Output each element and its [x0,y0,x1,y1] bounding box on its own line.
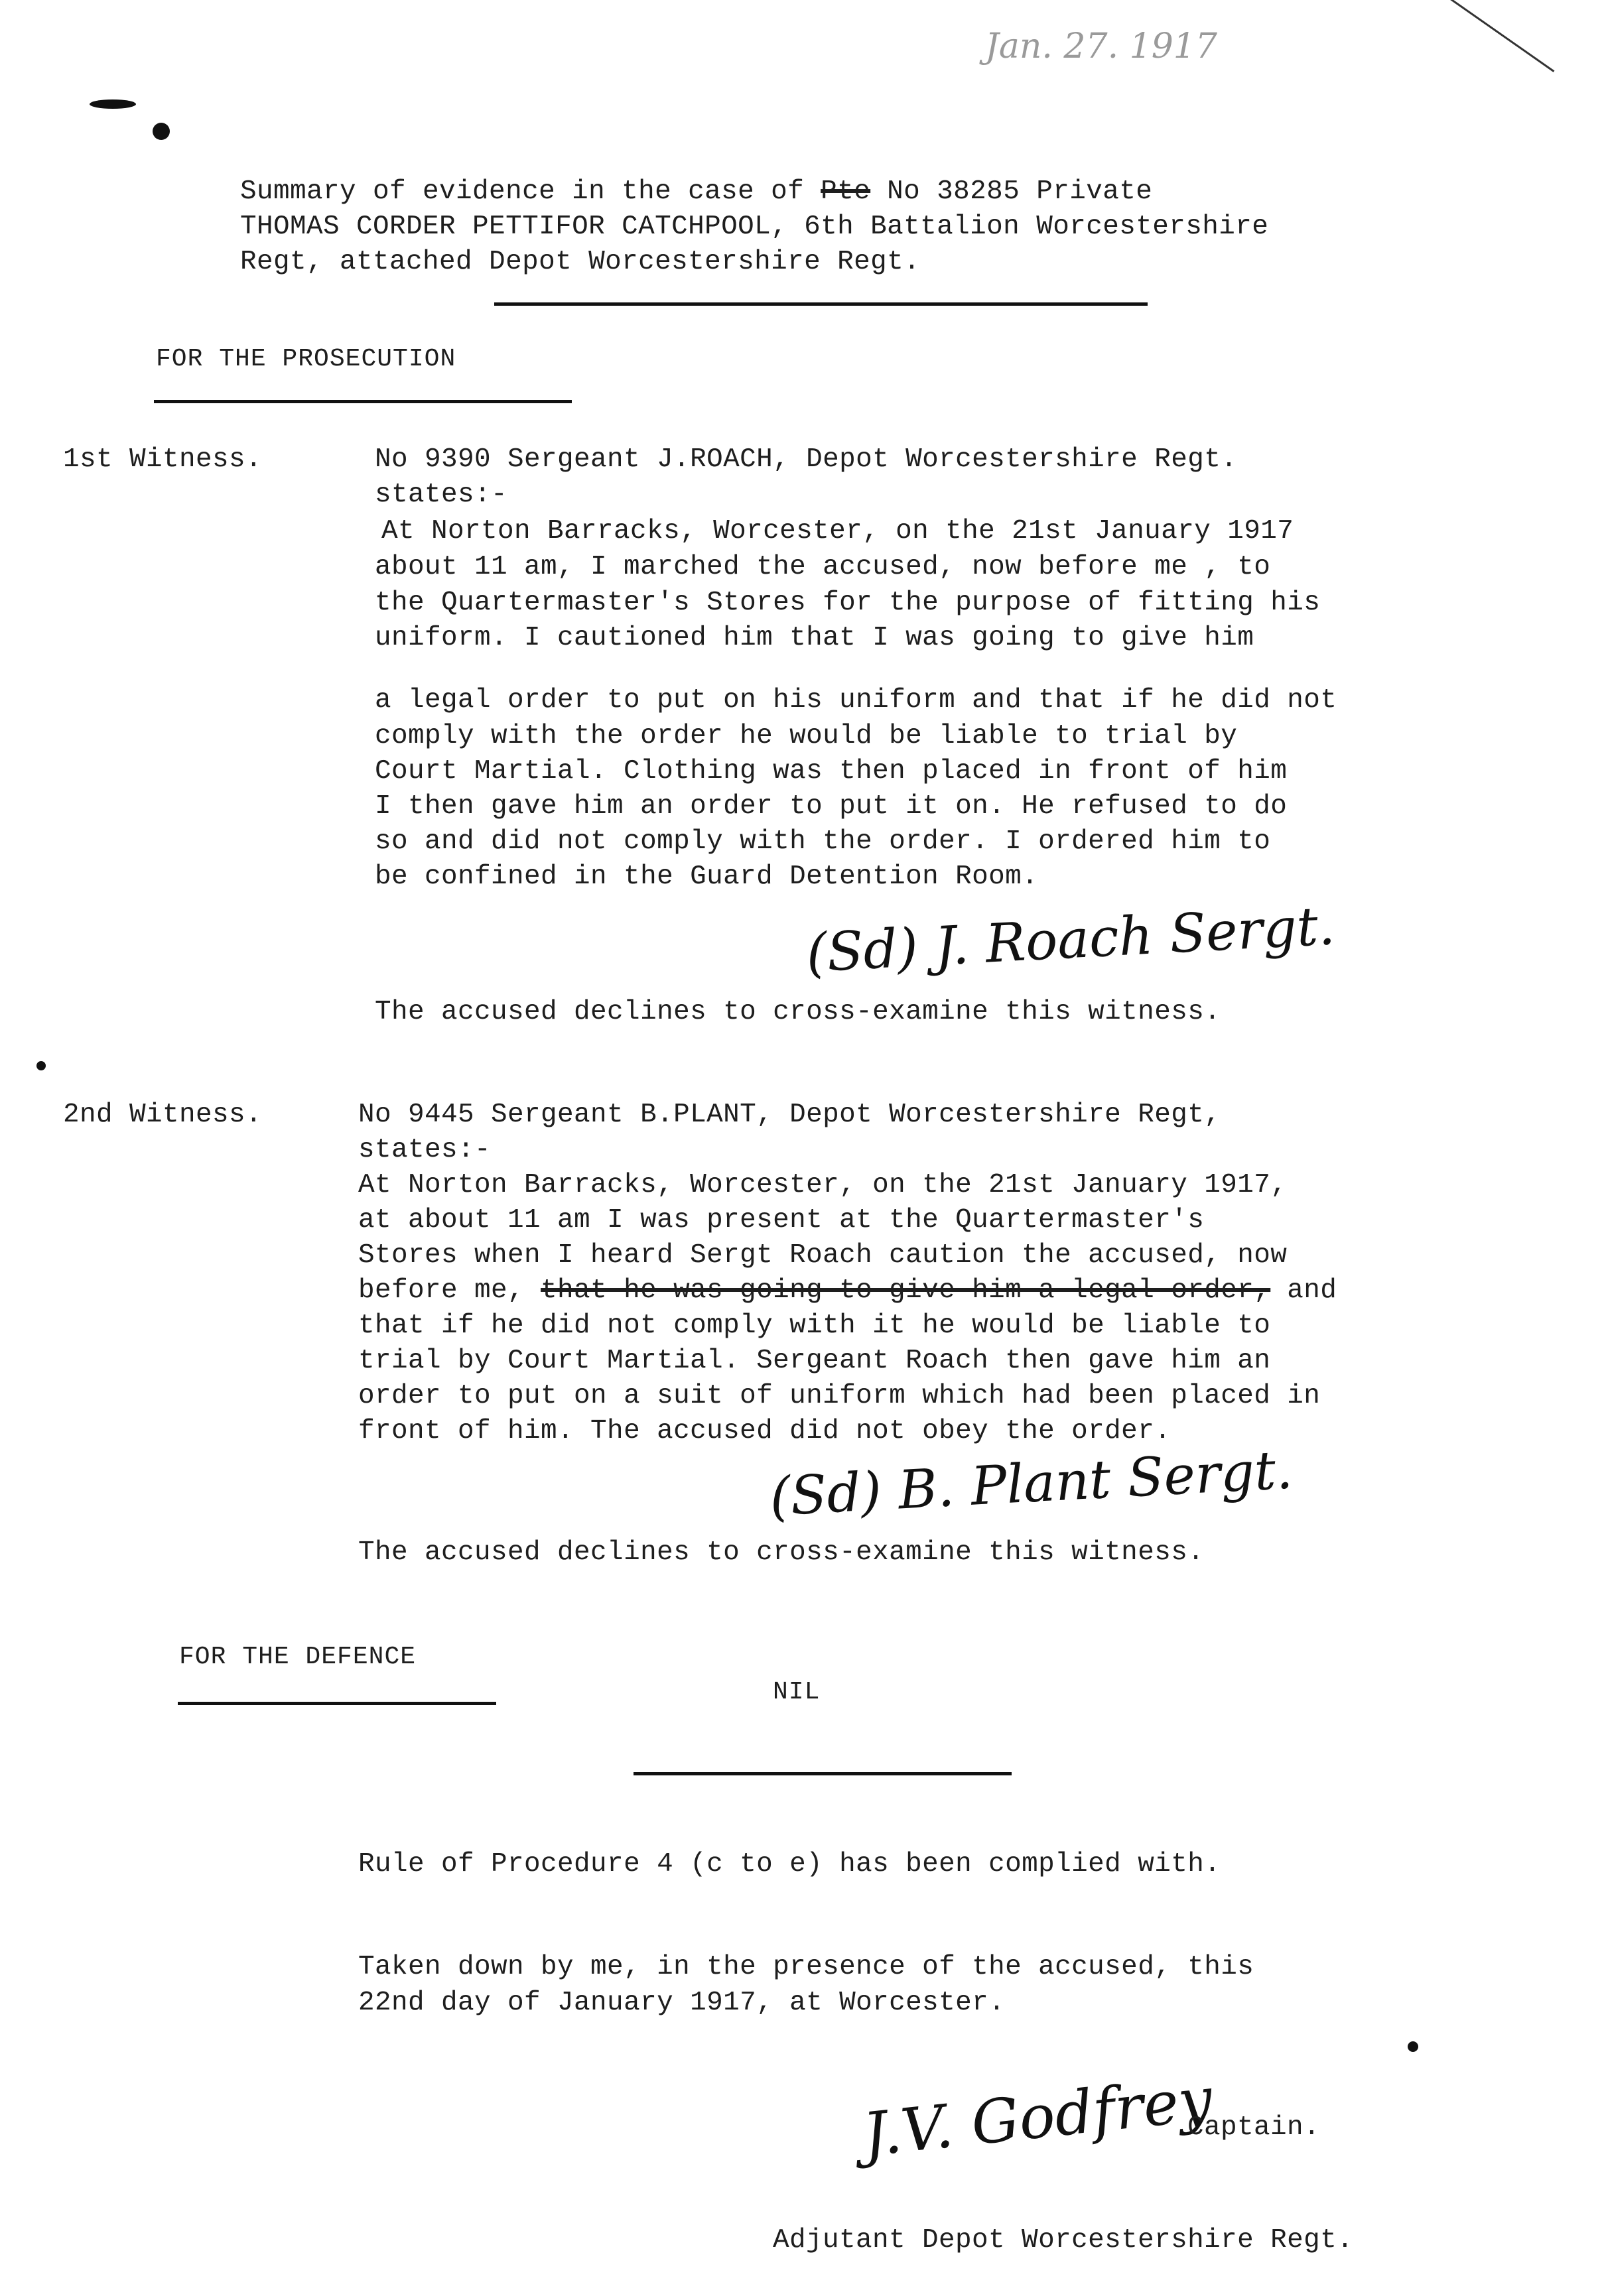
witness-1-line: a legal order to put on his uniform and that if he did not [375,685,1337,716]
witness-2-line-6 [358,1273,1337,1308]
defence-heading: FOR THE DEFENCE [179,1643,417,1671]
witness-2-line: At Norton Barracks, Worcester, on the 21st January 1917, [358,1170,1288,1200]
witness-2-cross-examination: The accused declines to cross-examine this witness. [358,1537,1205,1568]
witness-1-line: Court Martial. Clothing was then placed in front of him [375,756,1288,787]
witness-1-line: uniform. I cautioned him that I was going to give him [375,623,1254,653]
witness-1-line: I then gave him an order to put it on. He refused to do [375,791,1288,822]
summary-underline [494,302,1148,306]
witness-2-line: Stores when I heard Sergt Roach caution the accused, now [358,1240,1288,1271]
witness-2-line: No 9445 Sergeant B.PLANT, Depot Worcestershire Regt, [358,1100,1221,1130]
prosecution-heading: FOR THE PROSECUTION [156,345,456,373]
witness-2-line: trial by Court Martial. Sergeant Roach then gave him an [358,1346,1271,1376]
witness-2-label: 2nd Witness. [63,1100,263,1130]
summary-line-1-end: No 38285 Private [870,176,1153,207]
witness-2-line: states:- [358,1135,492,1165]
defence-value: NIL [773,1678,821,1706]
summary-line-1-start: Summary of evidence in the case of [240,176,821,207]
summary-struck-word: Pte [821,176,871,207]
page-corner-fold [1412,0,1604,72]
witness-2-line: front of him. The accused did not obey the order. [358,1416,1171,1446]
prosecution-underline [154,400,572,403]
ink-speck [1408,2041,1418,2052]
witness-1-line: the Quartermaster's Stores for the purpose of fitting his [375,588,1321,618]
rule-of-procedure-line: Rule of Procedure 4 (c to e) has been complied with. [358,1849,1221,1880]
witness-1-signature: (Sd) J. Roach Sergt. [805,895,1337,984]
ink-speck [90,99,136,109]
witness-1-line: so and did not comply with the order. I ordered him to [375,826,1271,857]
witness-1-line: comply with the order he would be liable to trial by [375,721,1238,751]
witness-2-line-6-start: before me, [358,1275,541,1306]
witness-1-line: be confined in the Guard Detention Room. [375,861,1039,892]
witness-1-line: At Norton Barracks, Worcester, on the 21st January 1917 [381,516,1294,546]
officer-signature: J.V. Godfrey [859,2064,1216,2171]
witness-1-line: about 11 am, I marched the accused, now before me , to [375,552,1271,582]
witness-2-line-6-end: and [1270,1275,1337,1306]
summary-line-3: Regt, attached Depot Worcestershire Regt. [240,247,921,277]
taken-down-line-2: 22nd day of January 1917, at Worcester. [358,1988,1006,2018]
witness-1-line: No 9390 Sergeant J.ROACH, Depot Worcestershire Regt. [375,444,1238,475]
officer-rank: Captain. [1187,2112,1321,2143]
officer-post: Adjutant Depot Worcestershire Regt. [773,2225,1354,2256]
summary-line-1 [240,174,1152,210]
witness-2-line: order to put on a suit of uniform which had been placed in [358,1381,1321,1411]
witness-1-line: states:- [375,479,508,510]
witness-2-line: at about 11 am I was present at the Quartermaster's [358,1205,1205,1236]
taken-down-line-1: Taken down by me, in the presence of the accused, this [358,1952,1254,1982]
defence-value-underline [634,1772,1012,1775]
archive-date-note: Jan. 27. 1917 [985,27,1217,66]
ink-speck [36,1061,46,1070]
witness-1-label: 1st Witness. [63,444,263,475]
defence-underline [178,1702,496,1705]
witness-2-struck-phrase: that he was going to give him a legal order, [541,1275,1271,1306]
ink-speck [153,123,170,140]
witness-1-cross-examination: The accused declines to cross-examine this witness. [375,997,1221,1027]
summary-line-2: THOMAS CORDER PETTIFOR CATCHPOOL, 6th Battalion Worcestershire [240,212,1269,242]
witness-2-signature: (Sd) B. Plant Sergt. [768,1438,1294,1528]
witness-2-line: that if he did not comply with it he would be liable to [358,1310,1271,1341]
